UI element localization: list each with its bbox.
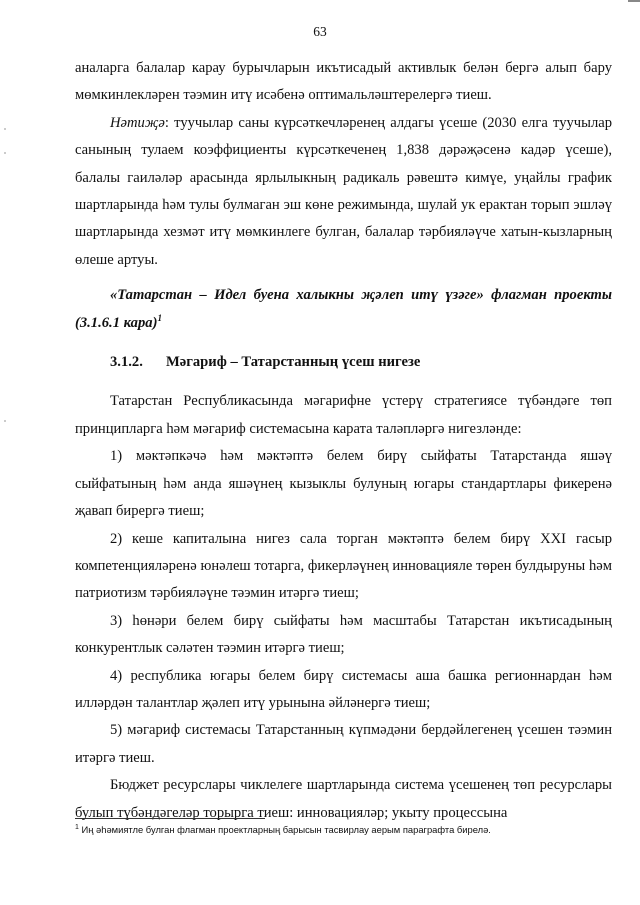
list-item: 1) мәктәпкәчә һәм мәктәптә белем бирү сыйфаты Татарстанда яшәү сыйфатының һәм анда яшәүнең кызыклы булуның югары стандартлары фикеренә җавап бирергә тиеш; <box>75 448 612 520</box>
paragraph-continuation: аналарга балалар карау бурычларын икътисадый активлык белән бергә алып бару мөмкинлекләрен тәэмин итү исәбенә оптимальләштерелергә тиеш. <box>75 60 612 104</box>
paragraph-budget: Бюджет ресурслары чиклелеге шартларында система үсешенең төп ресурслары булып түбәндәгеләр торырга тиеш: инновацияләр; укыту процессына <box>75 777 612 821</box>
footnote-separator <box>75 818 265 819</box>
section-number: 3.1.2. <box>110 354 143 371</box>
list-item: 5) мәгариф системасы Татарстанның күпмәдәни бердәйлегенең үсешен тәэмин итәргә тиеш. <box>75 722 612 766</box>
scan-artifact <box>628 0 640 2</box>
scan-artifact <box>4 128 6 130</box>
list-item: 4) республика югары белем бирү системасы аша башка регионнардан һәм илләрдән талантлар җәлеп итү урынына әйләнергә тиеш; <box>75 667 612 711</box>
scan-artifact <box>4 152 6 154</box>
footnote-marker: 1 <box>75 823 79 831</box>
flagship-text: «Татарстан – Идел буена халыкны җәлеп итү үзәге» флагман проекты (3.1.6.1 кара) <box>75 287 612 331</box>
page-number: 63 <box>313 24 327 39</box>
result-text: : туучылар саны күрсәткечләренең алдагы үсеше (2030 елга туучылар санының тулаем коэффициенты күрсәткеченең 1,838 дәрәҗәсенә кадәр үсеше), балалы гаиләләр арасында ярлылыкның радикаль рәвештә кимүе, уңайлы график шартларында һәм тулы булмаган эш көне режимында, шулай ук ерактан торып эшләү шартларында хезмәт итү мөмкинлеге булган, балалар тәрбияләүче хатын-кызларның өлеше артуы. <box>75 114 612 268</box>
result-label: Нәтиҗә <box>110 114 165 131</box>
list-item: 3) һөнәри белем бирү сыйфаты һәм масштабы Татарстан икътисадының конкурентлык сәләтен тәэмин итәргә тиеш; <box>75 612 612 657</box>
list-item: 2) кеше капиталына нигез сала торган мәктәптә белем бирү XXI гасыр компетенцияләренә юнәлеш тотарга, фикерләүнең инновацияле төрен булдыруны һәм патриотизм тәрбияләүне тәэмин итәргә тиеш; <box>75 530 612 602</box>
paragraph-result <box>75 110 612 274</box>
body-text <box>75 55 612 827</box>
flagship-project-title <box>75 282 612 337</box>
footnote-text: Иң әһәмиятле булган флагман проектларның барысын тасвирлау аерым параграфта бирелә. <box>78 824 491 835</box>
paragraph-intro: Татарстан Республикасында мәгарифне үстерү стратегиясе түбәндәге төп принципларга һәм мәгариф системасына карата таләпләргә нигезләнде: <box>75 393 612 437</box>
section-heading <box>75 349 612 376</box>
footnote-ref: 1 <box>157 312 162 323</box>
scan-artifact <box>4 420 6 422</box>
section-title: Мәгариф – Татарстанның үсеш нигезе <box>166 354 421 371</box>
footnote <box>75 824 615 836</box>
